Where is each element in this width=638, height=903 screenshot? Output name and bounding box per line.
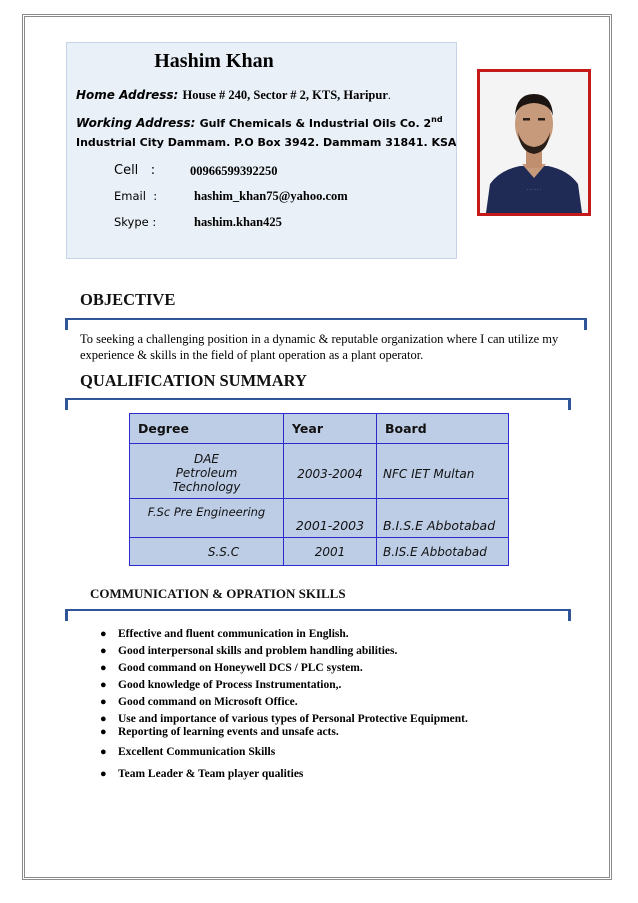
table-cell-degree: F.Sc Pre Engineering <box>130 499 284 538</box>
table-header-year: Year <box>284 414 377 444</box>
table-cell-degree: S.S.C <box>130 538 284 566</box>
list-item: ● Effective and fluent communication in English. <box>100 628 349 640</box>
rule-stub <box>65 398 68 410</box>
bullet-icon: ● <box>100 696 107 708</box>
bullet-icon: ● <box>100 628 107 640</box>
objective-text: To seeking a challenging position in a dynamic & reputable organization where I can utilize my experience & skills in the field of plant operation as a plant operator. <box>80 332 559 362</box>
table-cell-year: 2003-2004 <box>284 444 377 499</box>
list-item: ● Good command on Microsoft Office. <box>100 696 298 708</box>
objective-title: OBJECTIVE <box>80 290 176 309</box>
person-silhouette-icon <box>480 72 588 213</box>
table-row <box>130 444 509 499</box>
profile-photo-frame <box>477 69 591 216</box>
rule-stub <box>65 609 68 621</box>
contact-value-email[interactable]: hashim_khan75@yahoo.com <box>194 189 348 203</box>
working-address <box>76 115 443 130</box>
qualification-table <box>129 413 509 566</box>
bullet-icon: ● <box>100 713 107 725</box>
bullet-icon: ● <box>100 768 107 780</box>
table-cell-degree: DAE Petroleum Technology <box>130 444 284 499</box>
home-address-end: . <box>387 88 391 102</box>
qualification-title: QUALIFICATION SUMMARY <box>80 371 307 390</box>
home-address-label: Home Address: <box>76 88 179 102</box>
contact-value-cell: 00966599392250 <box>190 164 278 178</box>
table-header-row <box>130 414 509 444</box>
list-item: ● Good interpersonal skills and problem handling abilities. <box>100 645 398 657</box>
rule-stub <box>65 318 68 330</box>
working-address-value: Gulf Chemicals & Industrial Oils Co. 2 <box>199 117 432 130</box>
table-cell-board: B.IS.E Abbotabad <box>377 538 509 566</box>
contact-label-cell: Cell : <box>114 163 156 178</box>
bullet-icon: ● <box>100 726 107 738</box>
svg-text:. . . . . .: . . . . . . <box>527 186 541 191</box>
rule-stub <box>568 609 571 621</box>
bullet-icon: ● <box>100 662 107 674</box>
home-address <box>76 88 391 103</box>
profile-photo <box>480 72 588 213</box>
contact-label-skype: Skype : <box>114 215 157 229</box>
table-row <box>130 499 509 538</box>
table-cell-board: B.I.S.E Abbotabad <box>377 499 509 538</box>
list-item: ● Excellent Communication Skills <box>100 746 276 758</box>
bullet-icon: ● <box>100 645 107 657</box>
working-address-label: Working Address: <box>76 116 196 130</box>
contact-label-email: Email : <box>114 189 158 203</box>
candidate-name: Hashim Khan <box>154 50 274 72</box>
table-header-degree: Degree <box>130 414 284 444</box>
home-address-value: House # 240, Sector # 2, KTS, Haripur <box>182 88 388 102</box>
list-item: ● Use and importance of various types of Personal Protective Equipment. <box>100 713 468 725</box>
working-address-sup: nd <box>431 115 443 124</box>
table-row <box>130 538 509 566</box>
table-cell-year: 2001 <box>284 538 377 566</box>
qualification-rule <box>66 398 570 404</box>
list-item: ● Good knowledge of Process Instrumentation,. <box>100 679 342 691</box>
bullet-icon: ● <box>100 679 107 691</box>
table-cell-year: 2001-2003 <box>284 499 377 538</box>
rule-stub <box>584 318 587 330</box>
objective-rule <box>66 318 586 324</box>
working-address-line2-text: Industrial City Dammam. P.O Box 3942. Dammam 31841. KSA <box>76 136 457 149</box>
list-item: ● Team Leader & Team player qualities <box>100 768 304 780</box>
working-address-line2 <box>76 135 456 149</box>
list-item: ● Reporting of learning events and unsafe acts. <box>100 726 339 738</box>
contact-value-skype: hashim.khan425 <box>194 215 282 229</box>
skills-list <box>100 624 580 780</box>
rule-stub <box>568 398 571 410</box>
bullet-icon: ● <box>100 746 107 758</box>
list-item: ● Good command on Honeywell DCS / PLC system. <box>100 662 363 674</box>
skills-rule <box>66 609 570 615</box>
table-cell-board: NFC IET Multan <box>377 444 509 499</box>
skills-title: COMMUNICATION & OPRATION SKILLS <box>90 586 346 601</box>
table-header-board: Board <box>377 414 509 444</box>
